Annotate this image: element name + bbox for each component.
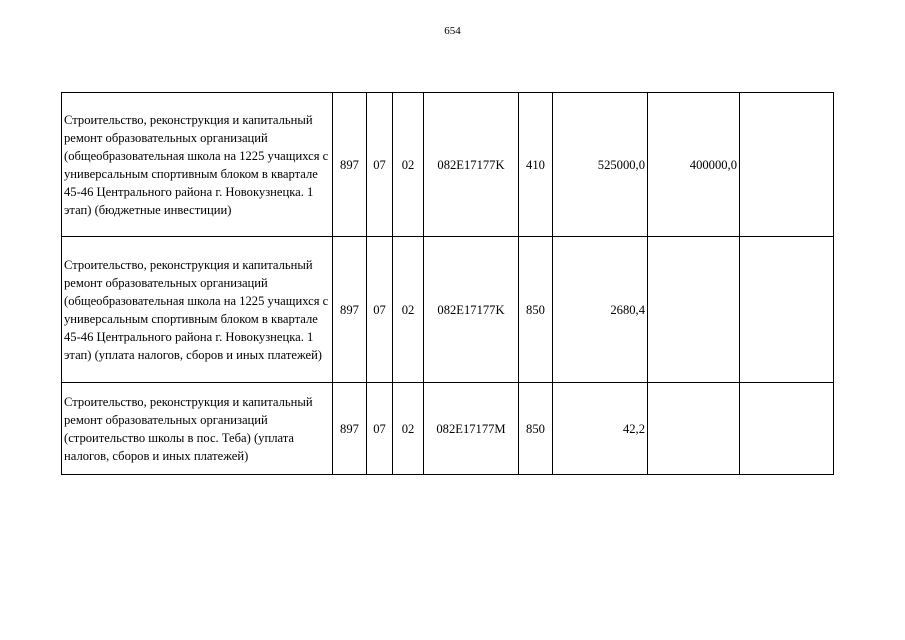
section-code-cell: 07	[367, 237, 393, 383]
amount-2-cell	[648, 383, 740, 475]
target-article-cell: 082E17177K	[424, 93, 519, 237]
amount-1-cell: 2680,4	[553, 237, 648, 383]
row-name-cell: Строительство, реконструкция и капитальный ремонт образовательных организаций (строительство школы в пос. Теба) (уплата налогов, сборов и иных платежей)	[62, 383, 333, 475]
amount-2-cell: 400000,0	[648, 93, 740, 237]
row-name-cell: Строительство, реконструкция и капитальный ремонт образовательных организаций (общеобразовательная школа на 1225 учащихся с универсальным спортивным блоком в квартале 45-46 Центрального района г. Новокузнецка. 1 этап) (бюджетные инвестиции)	[62, 93, 333, 237]
amount-1-cell: 525000,0	[553, 93, 648, 237]
target-article-cell: 082E17177M	[424, 383, 519, 475]
table-row	[62, 383, 834, 475]
subsection-code-cell: 02	[393, 93, 424, 237]
subsection-code-cell: 02	[393, 383, 424, 475]
target-article-cell: 082E17177K	[424, 237, 519, 383]
subsection-code-cell: 02	[393, 237, 424, 383]
table-row	[62, 93, 834, 237]
section-code-cell: 07	[367, 383, 393, 475]
expense-type-cell: 850	[519, 237, 553, 383]
section-code-cell: 07	[367, 93, 393, 237]
amount-2-cell	[648, 237, 740, 383]
amount-3-cell	[740, 93, 834, 237]
row-name-cell: Строительство, реконструкция и капитальный ремонт образовательных организаций (общеобразовательная школа на 1225 учащихся с универсальным спортивным блоком в квартале 45-46 Центрального района г. Новокузнецка. 1 этап) (уплата налогов, сборов и иных платежей)	[62, 237, 333, 383]
expense-type-cell: 410	[519, 93, 553, 237]
ministry-code-cell: 897	[333, 93, 367, 237]
page-number: 654	[444, 25, 461, 37]
table-row	[62, 237, 834, 383]
amount-3-cell	[740, 383, 834, 475]
amount-1-cell: 42,2	[553, 383, 648, 475]
expense-type-cell: 850	[519, 383, 553, 475]
ministry-code-cell: 897	[333, 237, 367, 383]
amount-3-cell	[740, 237, 834, 383]
budget-table	[61, 92, 834, 475]
ministry-code-cell: 897	[333, 383, 367, 475]
